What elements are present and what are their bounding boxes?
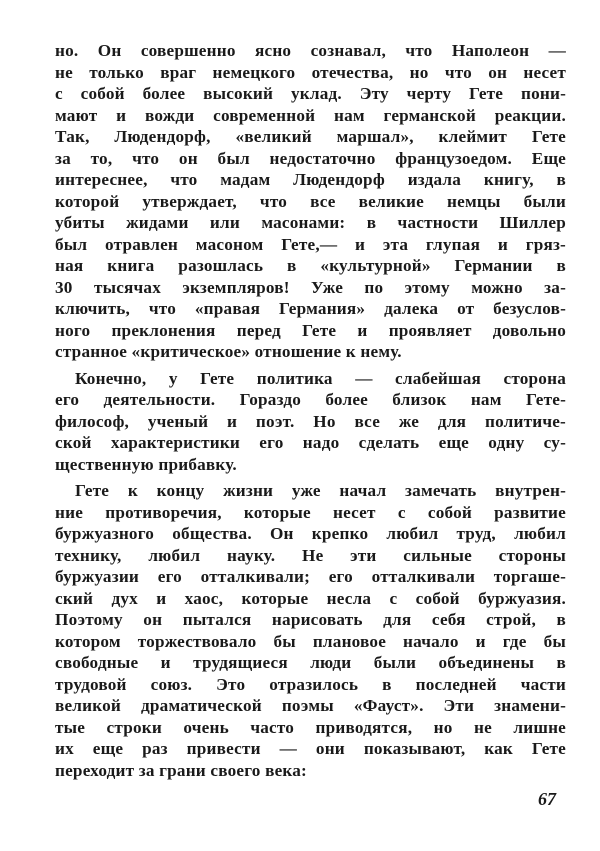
text-line: великой драматической поэмы «Фауст». Эти знамени- xyxy=(55,696,566,715)
text-line: 30 тысячах экземпляров! Уже по этому можно за- xyxy=(55,277,566,297)
page-number: 67 xyxy=(538,789,556,809)
text-line: философ, ученый и поэт. Но все же для политиче- xyxy=(55,411,566,431)
text-line: которой утверждает, что все великие немцы были xyxy=(55,191,566,211)
text-line: но. Он совершенно ясно сознавал, что Наполеон — xyxy=(55,41,566,60)
text-line: убиты жидами или масонами: в частности Шиллер xyxy=(55,213,566,232)
text-line: свободные и трудящиеся люди были объединены в xyxy=(55,653,566,672)
text-line: с собой более высокий уклад. Эту черту Гете пони- xyxy=(55,84,566,103)
text-line: его деятельности. Гораздо более близок нам Гете- xyxy=(55,390,566,409)
paragraph xyxy=(55,368,566,476)
text-line: ской характеристики его надо сделать еще одну су- xyxy=(55,433,566,452)
text-line: котором торжествовало бы плановое начало и где бы xyxy=(55,631,566,651)
text-line: не только враг немецкого отечества, но что он несет xyxy=(55,62,566,82)
text-line: Поэтому он пытался нарисовать для себя строй, в xyxy=(55,610,566,629)
text-line: ключить, что «правая Германия» далека от безуслов- xyxy=(55,299,566,318)
text-line: технику, любил науку. Не эти сильные стороны xyxy=(55,545,566,565)
page-body xyxy=(55,40,566,786)
text-line: интереснее, что мадам Людендорф издала книгу, в xyxy=(55,170,566,189)
text-line: буржуазного общества. Он крепко любил труд, любил xyxy=(55,524,566,543)
text-line: тые строки очень часто приводятся, но не лишне xyxy=(55,717,566,737)
text-line: Конечно, у Гете политика — слабейшая сторона xyxy=(75,368,566,388)
text-line: ние противоречия, которые несет с собой развитие xyxy=(55,502,566,522)
text-line: за то, что он был недостаточно французоедом. Еще xyxy=(55,148,566,168)
text-line: ного преклонения перед Гете и проявляет довольно xyxy=(55,320,566,340)
text-line: их еще раз привести — они показывают, как Гете xyxy=(55,739,566,758)
text-line: трудовой союз. Это отразилось в последней части xyxy=(55,674,566,694)
paragraph xyxy=(55,40,566,363)
text-line: буржуазии его отталкивали; его отталкивали торгаше- xyxy=(55,567,566,586)
text-line: щественную прибавку. xyxy=(55,454,237,474)
text-line: Так, Людендорф, «великий маршал», клеймит Гете xyxy=(55,127,566,146)
text-line: странное «критическое» отношение к нему. xyxy=(55,342,402,361)
paragraph xyxy=(55,480,566,781)
text-line: ная книга разошлась в «культурной» Германии в xyxy=(55,256,566,275)
text-line: был отравлен масоном Гете,— и эта глупая и гряз- xyxy=(55,234,566,254)
text-line: переходит за грани своего века: xyxy=(55,760,307,780)
text-line: мают и вожди современной нам германской реакции. xyxy=(55,105,566,125)
text-line: ский дух и хаос, которые несла с собой буржуазия. xyxy=(55,588,566,608)
text-line: Гете к концу жизни уже начал замечать внутрен- xyxy=(75,481,566,500)
